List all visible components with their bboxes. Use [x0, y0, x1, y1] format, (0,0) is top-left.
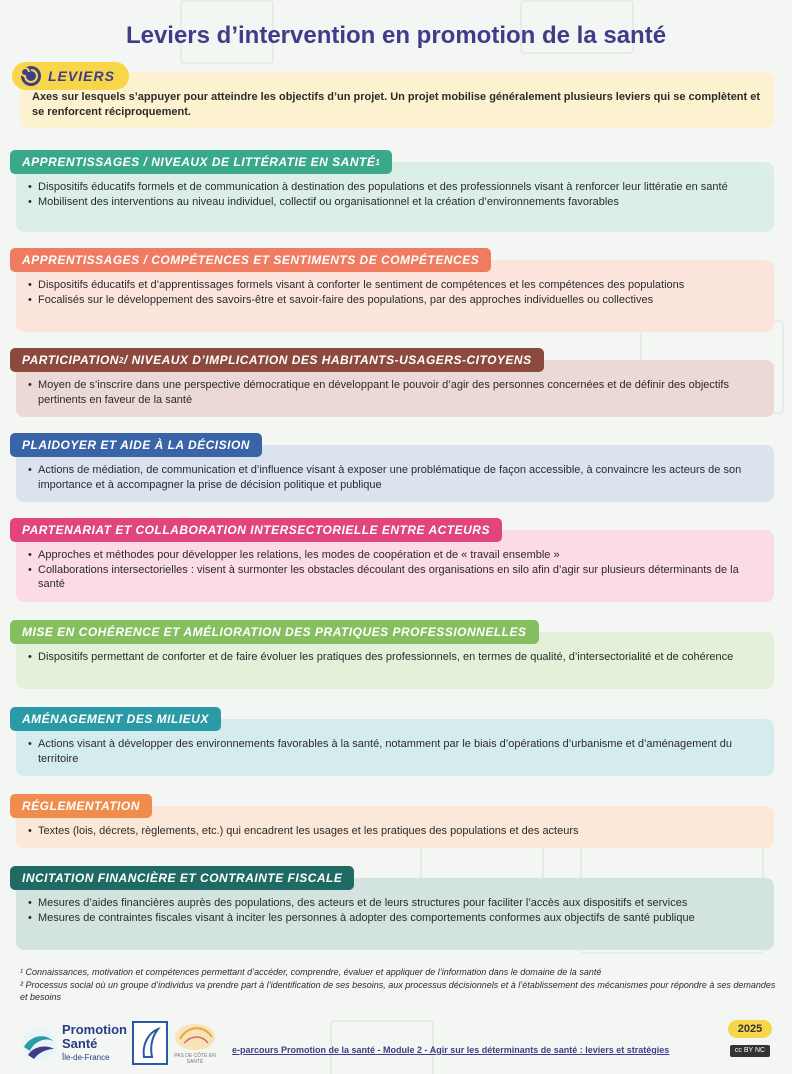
leviers-definition-box [20, 72, 774, 128]
lever-heading [10, 518, 502, 542]
cc-license-badge: cc BY NC [730, 1045, 770, 1057]
lever-heading-text: INCITATION FINANCIÈRE ET CONTRAINTE FISCALE [22, 871, 343, 885]
footnote-2: ² Processus social où un groupe d’individus va prendre part à l’identification de ses besoins, aux processus décisionnels et à l’établissement des mécanismes pour répondre à ses demandes et besoins [20, 980, 776, 1002]
leviers-definition: Axes sur lesquels s’appuyer pour atteindre les objectifs d’un projet. Un projet mobilise généralement plusieurs leviers qui se complètent et se renforcent réciproquement. [32, 91, 761, 118]
lever-bullet: • Mobilisent des interventions au niveau individuel, collectif ou organisationnel et la création d’environnements favorables [38, 195, 764, 210]
wave-logo-icon [20, 1025, 58, 1063]
lever-heading-text: APPRENTISSAGES / NIVEAUX DE LITTÉRATIE EN SANTÉ [22, 155, 376, 169]
lever-heading [10, 248, 491, 272]
footnote-ref: 2 [118, 355, 124, 365]
logo-sub: Île-de-France [62, 1053, 110, 1062]
lever-bullet: • Actions de médiation, de communication et d’influence visant à exposer une problématique de façon accessible, à convaincre les acteurs de son importance et à accompagner la prise de décision politique et publique [38, 463, 764, 492]
page-title: Leviers d’intervention en promotion de la santé [125, 22, 667, 49]
lever-heading-text: AMÉNAGEMENT DES MILIEUX [22, 712, 209, 726]
year-badge: 2025 [728, 1020, 772, 1038]
lever-bullet: • Dispositifs éducatifs formels et de communication à destination des populations et des professionnels visant à renforcer leur littératie en santé [38, 180, 764, 195]
pas-de-cote-logo [172, 1021, 218, 1065]
lever-heading-text: APPRENTISSAGES / COMPÉTENCES ET SENTIMENTS DE COMPÉTENCES [22, 253, 480, 267]
lever-heading-text-rest: / NIVEAUX D’IMPLICATION DES HABITANTS-USAGERS-CITOYENS [123, 353, 532, 367]
lever-bullet: • Focalisés sur le développement des savoirs-être et savoir-faire des populations, par des approches individuelles ou collectives [38, 293, 764, 308]
lever-heading-text: RÉGLEMENTATION [22, 799, 140, 813]
lever-bullet: • Actions visant à développer des environnements favorables à la santé, notamment par le biais d’opérations d’urbanisme et d’aménagement du territoire [38, 737, 764, 766]
spiral-icon [20, 65, 42, 87]
promotion-sante-logo [20, 1023, 127, 1065]
footnote-1: ¹ Connaissances, motivation et compétences permettant d’accéder, comprendre, évaluer et appliquer de l’information dans le domaine de la santé [20, 967, 602, 977]
lever-heading [10, 620, 539, 644]
lever-bullet: • Mesures de contraintes fiscales visant à inciter les personnes à adopter des comportements conformes aux objectifs de santé publique [38, 911, 764, 926]
lever-heading [10, 707, 221, 731]
leviers-tag-label: LEVIERS [48, 68, 115, 84]
lever-heading [10, 433, 262, 457]
pas-de-cote-text: PAS DE CÔTÉ EN SANTÉ [174, 1053, 216, 1065]
lever-bullet: • Textes (lois, décrets, règlements, etc.) qui encadrent les usages et les pratiques des populations et des acteurs [38, 824, 764, 839]
lever-bullet: • Approches et méthodes pour développer les relations, les modes de coopération et de « travail ensemble » [38, 548, 764, 563]
lever-heading-text: PLAIDOYER ET AIDE À LA DÉCISION [22, 438, 250, 452]
lever-heading-text: PARTENARIAT ET COLLABORATION INTERSECTORIELLE ENTRE ACTEURS [22, 523, 490, 537]
e-parcours-link[interactable]: e-parcours Promotion de la santé - Module 2 - Agir sur les déterminants de santé : leviers et stratégies [232, 1045, 670, 1055]
lever-heading [10, 150, 392, 174]
lever-heading-text: MISE EN COHÉRENCE ET AMÉLIORATION DES PRATIQUES PROFESSIONNELLES [22, 625, 527, 639]
leviers-tag [12, 62, 129, 90]
lever-bullet: • Mesures d’aides financières auprès des populations, des acteurs et de leurs structures pour faciliter l’accès aux dispositifs et services [38, 896, 764, 911]
pas-de-cote-icon [172, 1021, 218, 1053]
lever-heading [10, 866, 354, 890]
partner-logo-blue [132, 1021, 168, 1065]
lever-bullet: • Dispositifs éducatifs et d’apprentissages formels visant à conforter le sentiment de compétences et les compétences des populations [38, 278, 764, 293]
footnote-ref: 1 [375, 157, 381, 167]
logo-name-1: Promotion [62, 1022, 127, 1037]
lever-bullet: • Moyen de s’inscrire dans une perspective démocratique en développant le pouvoir d’agir des personnes concernées et de définir des objectifs pertinents en faveur de la santé [38, 378, 764, 407]
lever-heading [10, 348, 544, 372]
footer [0, 1015, 792, 1074]
logo-name-2: Santé [62, 1036, 98, 1051]
leaf-logo-icon [134, 1023, 166, 1063]
lever-heading [10, 794, 152, 818]
lever-bullet: • Collaborations intersectorielles : visent à surmonter les obstacles découlant des organisations en silo afin d’agir sur plusieurs déterminants de la santé [38, 563, 764, 592]
lever-bullet: • Dispositifs permettant de conforter et de faire évoluer les pratiques des professionnels, en termes de qualité, d’intersectorialité et de cohérence [38, 650, 764, 665]
lever-heading-text: PARTICIPATION [22, 353, 119, 367]
